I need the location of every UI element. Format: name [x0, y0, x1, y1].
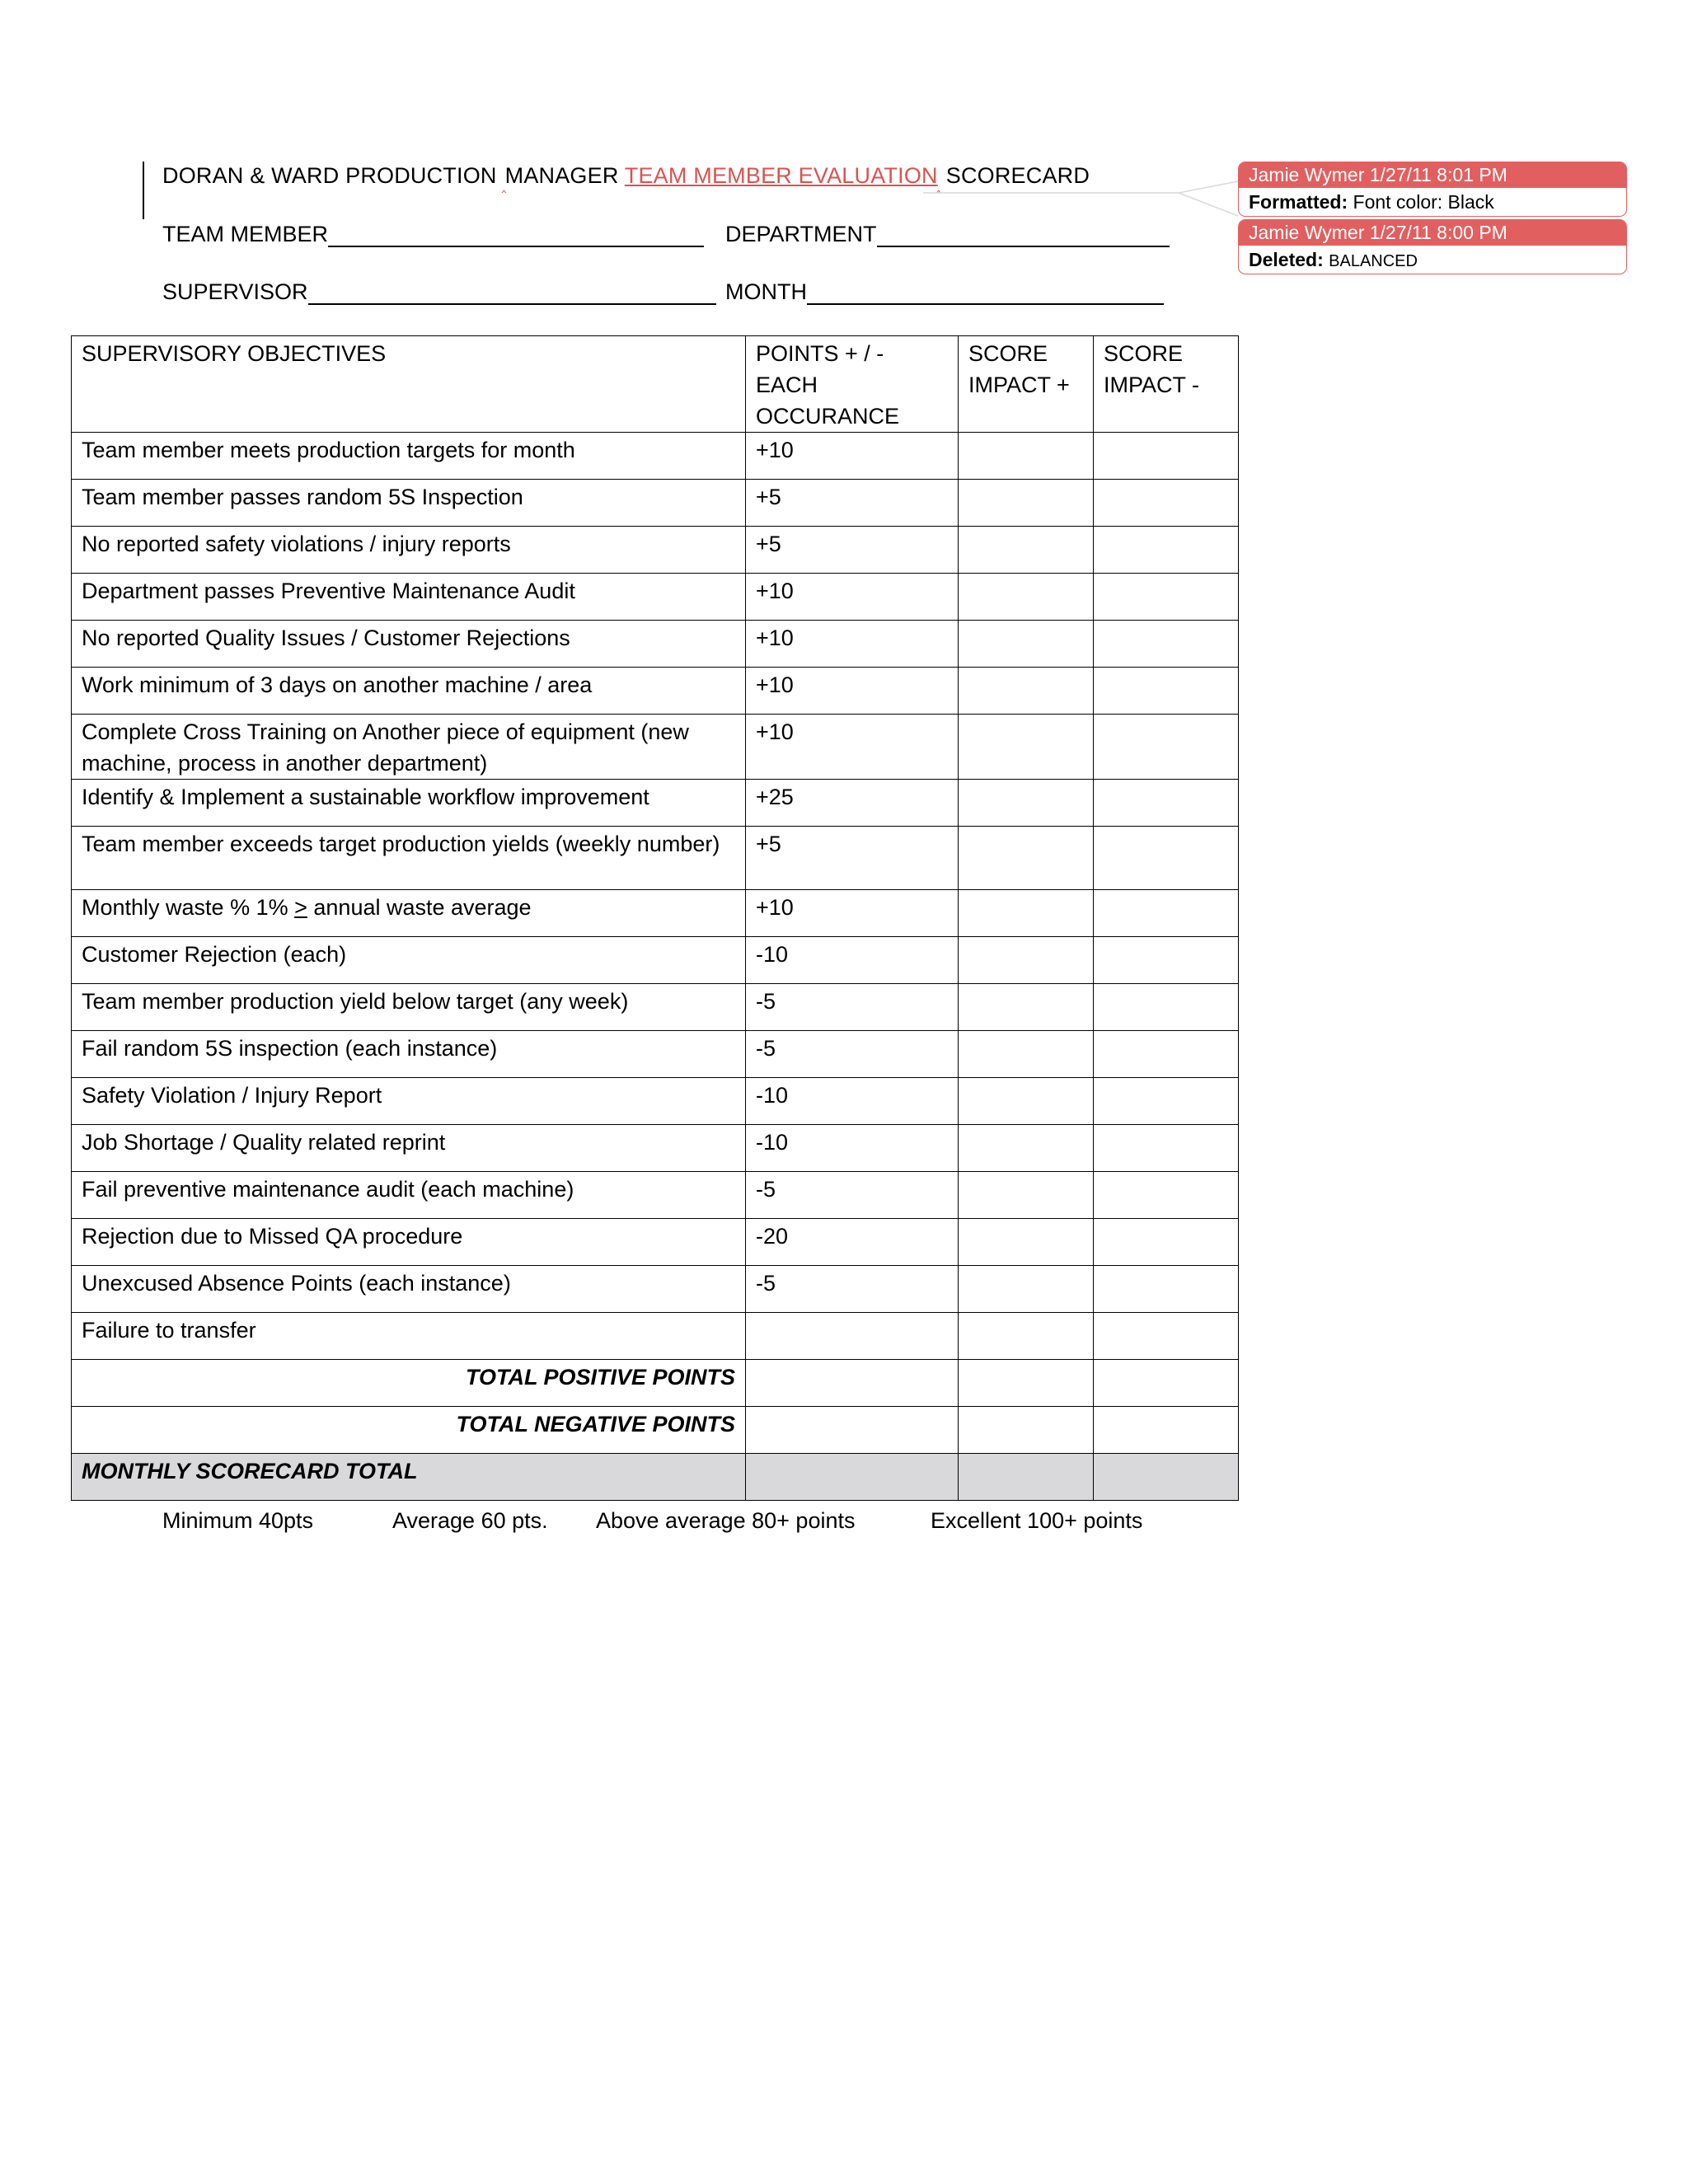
- score-plus-cell[interactable]: [959, 1031, 1094, 1078]
- table-row: [72, 1219, 1239, 1266]
- score-minus-cell[interactable]: [1094, 827, 1239, 890]
- objective-cell: Safety Violation / Injury Report: [72, 1078, 746, 1125]
- objective-cell: [72, 890, 746, 937]
- objective-cell: Fail random 5S inspection (each instance): [72, 1031, 746, 1078]
- total-negative-plus-cell[interactable]: [959, 1407, 1094, 1454]
- title-text-2: MANAGER: [504, 163, 619, 188]
- objective-cell: Department passes Preventive Maintenance Audit: [72, 574, 746, 621]
- rating-above-average: Above average 80+ points: [596, 1508, 856, 1533]
- objective-cell: Work minimum of 3 days on another machine / area: [72, 668, 746, 715]
- score-plus-cell[interactable]: [959, 527, 1094, 574]
- table-row: [72, 827, 1239, 890]
- score-plus-cell[interactable]: [959, 1172, 1094, 1219]
- table-row: [72, 480, 1239, 527]
- score-plus-cell[interactable]: [959, 890, 1094, 937]
- objective-cell: Team member meets production targets for month: [72, 433, 746, 480]
- comment-author-time: Jamie Wymer 1/27/11 8:00 PM: [1239, 220, 1626, 246]
- table-row: [72, 715, 1239, 780]
- score-minus-cell[interactable]: [1094, 527, 1239, 574]
- score-plus-cell[interactable]: [959, 574, 1094, 621]
- points-cell: +10: [746, 715, 959, 780]
- comment-action: Formatted:: [1249, 191, 1348, 213]
- score-plus-cell[interactable]: [959, 715, 1094, 780]
- points-cell: -5: [746, 1266, 959, 1313]
- table-row: [72, 433, 1239, 480]
- table-row: [72, 574, 1239, 621]
- score-minus-cell[interactable]: [1094, 621, 1239, 668]
- score-plus-cell[interactable]: [959, 1313, 1094, 1360]
- title-inserted-text: TEAM MEMBER EVALUATION: [624, 163, 938, 188]
- score-minus-cell[interactable]: [1094, 937, 1239, 984]
- score-minus-cell[interactable]: [1094, 715, 1239, 780]
- month-input-line[interactable]: [807, 279, 1164, 305]
- comment-action: Deleted:: [1249, 249, 1324, 270]
- points-cell: +25: [746, 780, 959, 827]
- supervisor-field: [162, 279, 716, 305]
- scorecard-table: [71, 335, 1239, 1501]
- document-title: [162, 163, 1090, 193]
- score-minus-cell[interactable]: [1094, 1266, 1239, 1313]
- objective-text-post: annual waste average: [307, 895, 532, 920]
- points-cell: +10: [746, 433, 959, 480]
- points-cell: -10: [746, 937, 959, 984]
- month-label: MONTH: [725, 279, 807, 304]
- greater-equal-symbol: >: [294, 895, 307, 920]
- score-minus-cell[interactable]: [1094, 984, 1239, 1031]
- table-row: [72, 890, 1239, 937]
- total-positive-row: [72, 1360, 1239, 1407]
- supervisor-label: SUPERVISOR: [162, 279, 308, 304]
- total-negative-label: TOTAL NEGATIVE POINTS: [72, 1407, 746, 1454]
- monthly-total-plus-cell[interactable]: [959, 1454, 1094, 1501]
- score-minus-cell[interactable]: [1094, 1031, 1239, 1078]
- table-row: [72, 780, 1239, 827]
- rating-minimum: Minimum 40pts: [162, 1508, 314, 1533]
- score-plus-cell[interactable]: [959, 1125, 1094, 1172]
- score-plus-cell[interactable]: [959, 668, 1094, 715]
- score-minus-cell[interactable]: [1094, 574, 1239, 621]
- team-member-input-line[interactable]: [328, 221, 704, 247]
- points-cell: +10: [746, 621, 959, 668]
- monthly-total-label: MONTHLY SCORECARD TOTAL: [72, 1454, 746, 1501]
- score-plus-cell[interactable]: [959, 480, 1094, 527]
- score-minus-cell[interactable]: [1094, 668, 1239, 715]
- score-minus-cell[interactable]: [1094, 1172, 1239, 1219]
- score-plus-cell[interactable]: [959, 780, 1094, 827]
- department-field: [725, 221, 1170, 247]
- score-minus-cell[interactable]: [1094, 1219, 1239, 1266]
- score-plus-cell[interactable]: [959, 1219, 1094, 1266]
- objective-cell: Customer Rejection (each): [72, 937, 746, 984]
- comment-balloon-formatted[interactable]: [1238, 162, 1627, 217]
- score-plus-cell[interactable]: [959, 1078, 1094, 1125]
- header-points: POINTS + / - EACH OCCURANCE: [746, 336, 959, 433]
- score-plus-cell[interactable]: [959, 1266, 1094, 1313]
- score-minus-cell[interactable]: [1094, 1125, 1239, 1172]
- points-cell: +5: [746, 827, 959, 890]
- points-cell: -10: [746, 1125, 959, 1172]
- department-input-line[interactable]: [877, 221, 1170, 247]
- total-negative-row: [72, 1407, 1239, 1454]
- table-row: [72, 621, 1239, 668]
- points-cell: -5: [746, 1031, 959, 1078]
- points-cell: -5: [746, 984, 959, 1031]
- table-row: [72, 1172, 1239, 1219]
- comment-body: [1239, 188, 1626, 216]
- total-positive-points-cell[interactable]: [746, 1360, 959, 1407]
- points-cell: +10: [746, 574, 959, 621]
- comment-body: [1239, 246, 1626, 274]
- total-positive-label: TOTAL POSITIVE POINTS: [72, 1360, 746, 1407]
- monthly-total-row: [72, 1454, 1239, 1501]
- points-cell: +5: [746, 527, 959, 574]
- total-negative-minus-cell[interactable]: [1094, 1407, 1239, 1454]
- score-minus-cell[interactable]: [1094, 433, 1239, 480]
- insertion-mark-icon-2: ‸: [935, 176, 942, 193]
- supervisor-input-line[interactable]: [308, 279, 716, 305]
- table-row: [72, 1125, 1239, 1172]
- objective-cell: Rejection due to Missed QA procedure: [72, 1219, 746, 1266]
- objective-cell: Team member passes random 5S Inspection: [72, 480, 746, 527]
- team-member-label: TEAM MEMBER: [162, 222, 329, 246]
- points-cell: -10: [746, 1078, 959, 1125]
- table-row: [72, 1266, 1239, 1313]
- title-text-1: DORAN & WARD PRODUCTION: [162, 163, 497, 188]
- objective-cell: Job Shortage / Quality related reprint: [72, 1125, 746, 1172]
- change-bar: [143, 162, 144, 219]
- score-minus-cell[interactable]: [1094, 1078, 1239, 1125]
- header-objectives: SUPERVISORY OBJECTIVES: [72, 336, 746, 433]
- score-minus-cell[interactable]: [1094, 890, 1239, 937]
- table-row: [72, 1031, 1239, 1078]
- objective-cell: Unexcused Absence Points (each instance): [72, 1266, 746, 1313]
- total-negative-points-cell[interactable]: [746, 1407, 959, 1454]
- objective-cell: Failure to transfer: [72, 1313, 746, 1360]
- insertion-mark-icon: ‸: [501, 176, 507, 193]
- table-row: [72, 984, 1239, 1031]
- objective-cell: Identify & Implement a sustainable workflow improvement: [72, 780, 746, 827]
- points-cell: -5: [746, 1172, 959, 1219]
- comment-detail: Font color: Black: [1353, 191, 1494, 213]
- objective-cell: No reported safety violations / injury reports: [72, 527, 746, 574]
- comment-author-time: Jamie Wymer 1/27/11 8:01 PM: [1239, 162, 1626, 188]
- objective-cell: Team member production yield below target (any week): [72, 984, 746, 1031]
- objective-text-pre: Monthly waste % 1%: [82, 895, 295, 920]
- title-text-3: SCORECARD: [945, 163, 1090, 188]
- table-row: [72, 937, 1239, 984]
- table-row: [72, 1078, 1239, 1125]
- points-cell: +5: [746, 480, 959, 527]
- table-row: [72, 668, 1239, 715]
- points-cell: [746, 1313, 959, 1360]
- table-header-row: [72, 336, 1239, 433]
- comment-balloon-deleted[interactable]: [1238, 219, 1627, 274]
- score-minus-cell[interactable]: [1094, 480, 1239, 527]
- objective-cell: No reported Quality Issues / Customer Rejections: [72, 621, 746, 668]
- header-score-impact-minus: SCORE IMPACT -: [1094, 336, 1239, 433]
- table-row: [72, 1313, 1239, 1360]
- score-plus-cell[interactable]: [959, 621, 1094, 668]
- objective-cell: Team member exceeds target production yields (weekly number): [72, 827, 746, 890]
- table-row: [72, 527, 1239, 574]
- comment-detail: BALANCED: [1329, 252, 1418, 270]
- objective-cell: Complete Cross Training on Another piece of equipment (new machine, process in another department): [72, 715, 746, 780]
- department-label: DEPARTMENT: [725, 222, 877, 246]
- points-cell: +10: [746, 890, 959, 937]
- objective-cell: Fail preventive maintenance audit (each machine): [72, 1172, 746, 1219]
- month-field: [725, 279, 1164, 305]
- score-minus-cell[interactable]: [1094, 1313, 1239, 1360]
- score-plus-cell[interactable]: [959, 937, 1094, 984]
- score-plus-cell[interactable]: [959, 433, 1094, 480]
- points-cell: +10: [746, 668, 959, 715]
- score-plus-cell[interactable]: [959, 827, 1094, 890]
- monthly-total-points-cell[interactable]: [746, 1454, 959, 1501]
- header-score-impact-plus: SCORE IMPACT +: [959, 336, 1094, 433]
- rating-average: Average 60 pts.: [392, 1508, 548, 1533]
- total-positive-plus-cell[interactable]: [959, 1360, 1094, 1407]
- rating-excellent: Excellent 100+ points: [931, 1508, 1143, 1533]
- team-member-field: [162, 221, 704, 247]
- total-positive-minus-cell[interactable]: [1094, 1360, 1239, 1407]
- score-minus-cell[interactable]: [1094, 780, 1239, 827]
- score-plus-cell[interactable]: [959, 984, 1094, 1031]
- monthly-total-minus-cell[interactable]: [1094, 1454, 1239, 1501]
- points-cell: -20: [746, 1219, 959, 1266]
